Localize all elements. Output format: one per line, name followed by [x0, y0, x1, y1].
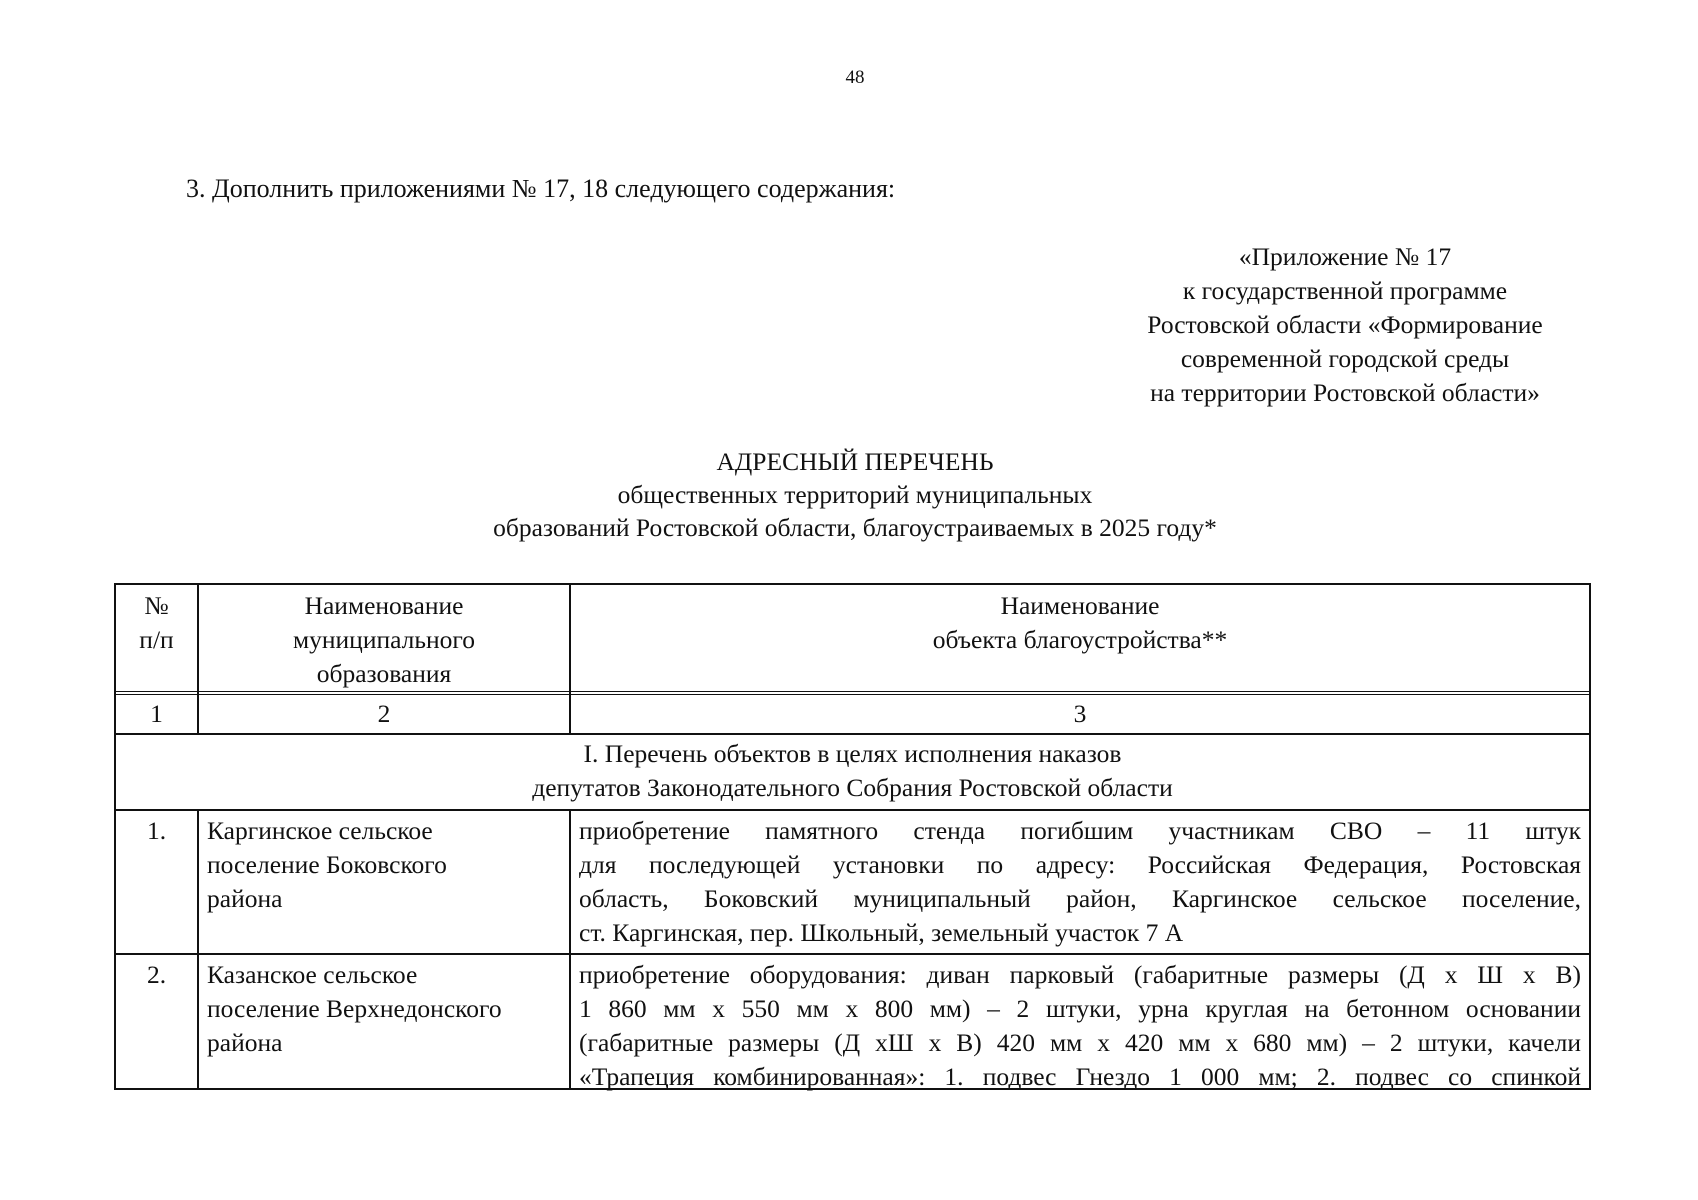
row-object: приобретение оборудования: диван парковый (габаритные размеры (Д х Ш х В) 1 860 мм х 550 мм х 800 мм) – 2 штуки, урна круглая на бетонном основании (габаритные размеры (Д хШ х В) 420 мм х 420 мм х 680 мм) – 2 штуки, качели «Трапеция комбинированная»: 1. подвес Гнездо 1 000 мм; 2. подвес со спинкой — [579, 960, 1581, 1091]
row-object: приобретение памятного стенда погибшим участникам СВО – 11 штук для последующей установки по адресу: Российская Федерация, Ростовская область, Боковский муниципальный район, Каргинское сельское поселение, ст. Каргинская, пер. Школьный, земельный участок 7 А — [579, 816, 1581, 947]
page-number: 48 — [845, 67, 865, 88]
row-divider — [116, 809, 1589, 811]
title-subtitle: общественных территорий муниципальных — [617, 480, 1093, 509]
column-number: 2 — [377, 699, 391, 728]
title-subtitle: образований Ростовской области, благоустраиваемых в 2025 году* — [493, 513, 1217, 542]
appendix-header — [1100, 240, 1590, 410]
column-number: 1 — [150, 699, 163, 728]
appendix-line: к государственной программе — [1182, 276, 1508, 305]
appendix-line: на территории Ростовской области» — [1150, 378, 1540, 407]
row-divider — [116, 953, 1589, 955]
address-list-table — [114, 583, 1591, 1090]
column-number: 3 — [1073, 699, 1087, 728]
title-main: АДРЕСНЫЙ ПЕРЕЧЕНЬ — [716, 447, 994, 476]
appendix-line: современной городской среды — [1180, 344, 1510, 373]
row-divider — [116, 733, 1589, 735]
appendix-line: «Приложение № 17 — [1238, 242, 1452, 271]
column-divider — [569, 809, 571, 1088]
header-municipality: Наименование муниципального образования — [293, 591, 475, 688]
section-heading: I. Перечень объектов в целях исполнения наказов депутатов Законодательного Собрания Ростовской области — [532, 739, 1173, 802]
intro-paragraph: 3. Дополнить приложениями № 17, 18 следующего содержания: — [186, 174, 896, 203]
row-municipality: Казанское сельское поселение Верхнедонского района — [207, 960, 502, 1057]
row-number: 2. — [146, 960, 167, 989]
row-number: 1. — [146, 816, 167, 845]
column-divider — [197, 809, 199, 1088]
appendix-line: Ростовской области «Формирование — [1147, 310, 1543, 339]
header-divider — [116, 691, 1589, 695]
header-object: Наименование объекта благоустройства** — [932, 591, 1228, 654]
document-title — [0, 445, 1698, 544]
header-number: № п/п — [139, 591, 174, 654]
row-municipality: Каргинское сельское поселение Боковского района — [207, 816, 447, 913]
